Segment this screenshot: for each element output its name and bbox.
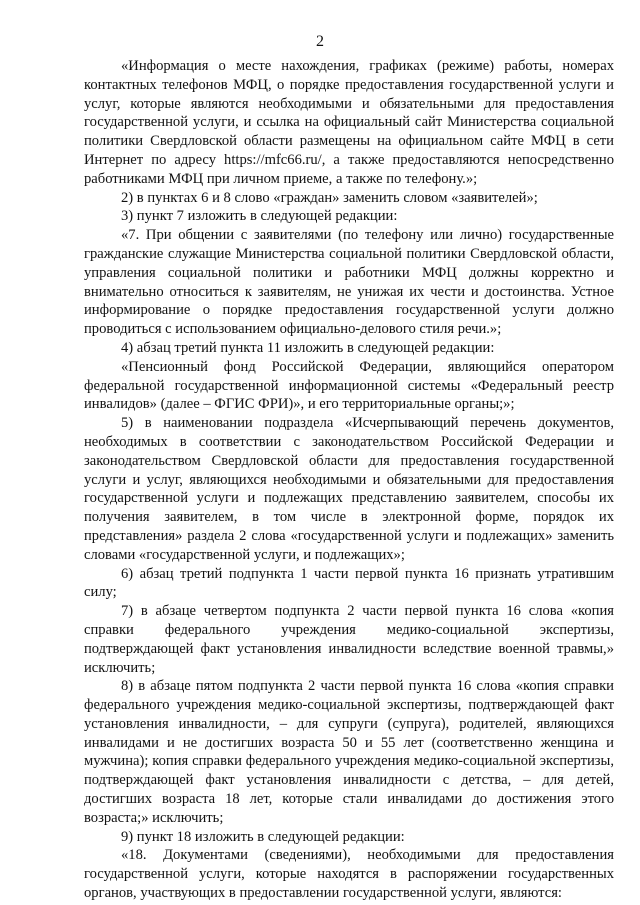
paragraph-pension-fund-text: «Пенсионный фонд Российской Федерации, являющийся оператором федеральной государственной информационной системы «Федеральный реестр инвалидов» (далее – ФГИС ФРИ)», и его территориальные органы;»;: [84, 358, 614, 413]
paragraph-amendment-6: 6) абзац третий подпункта 1 части первой пункта 16 признать утратившим силу;: [84, 565, 614, 601]
paragraph-mfc-information: «Информация о месте нахождения, графиках (режиме) работы, номерах контактных телефонов МФЦ, о порядке предоставления государственной услуги и услуг, которые являются необходимыми и обязательными для предоставления государственной услуги, и ссылка на официальный сайт Министерства социальной политики Свердловской области размещены на официальном сайте МФЦ в сети Интернет по адресу https://mfc66.ru/, а также предоставляются непосредственно работниками МФЦ при личном приеме, а также по телефону.»;: [84, 58, 614, 187]
paragraph-amendment-3: 3) пункт 7 изложить в следующей редакции:: [121, 208, 398, 225]
paragraph-item-7-text: «7. При общении с заявителями (по телефону или лично) государственные гражданские служащие Министерства социальной политики Свердловской области, управления социальной политики и работники МФЦ должны корректно и внимательно относиться к заявителям, не унижая их чести и достоинства. Устное информирование о порядке предоставления государственной услуги должно проводиться с использованием официально-делового стиля речи.»;: [84, 227, 614, 338]
document-body: [84, 57, 614, 903]
paragraph-amendment-9: 9) пункт 18 изложить в следующей редакции:: [121, 828, 405, 845]
paragraph-amendment-7: 7) в абзаце четвертом подпункта 2 части первой пункта 16 слова «копия справки федерального учреждения медико-социальной экспертизы, подтверждающей факт установления инвалидности вследствие военной травмы,» исключить;: [84, 603, 614, 676]
paragraph-amendment-8: 8) в абзаце пятом подпункта 2 части первой пункта 16 слова «копия справки федерального учреждения медико-социальной экспертизы, подтверждающей факт установления инвалидности, – для супруги (супруга), родителей, являющихся инвалидами и не достигших возраста 50 и 55 лет (соответственно женщина и мужчина); копия справки федерального учреждения медико-социальной экспертизы, подтверждающей факт установления инвалидности с детства, – для детей, достигших возраста 18 лет, которые стали инвалидами до достижения этого возраста;» исключить;: [84, 678, 614, 826]
paragraph-amendment-2: 2) в пунктах 6 и 8 слово «граждан» заменить словом «заявителей»;: [121, 189, 538, 206]
paragraph-amendment-5: 5) в наименовании подраздела «Исчерпывающий перечень документов, необходимых в соответствии с законодательством Российской Федерации и законодательством Свердловской области для предоставления государственной услуги и услуг, являющихся необходимыми и обязательными для предоставления государственной услуги и подлежащих представлению заявителем, способы их получения заявителем, в том числе в электронной форме, порядок их представления» раздела 2 слова «государственной услуги и подлежащих» заменить словами «государственной услуги, и подлежащих»;: [84, 415, 614, 563]
paragraph-item-18-text: «18. Документами (сведениями), необходимыми для предоставления государственной услуги, которые находятся в распоряжении государственных органов, участвующих в предоставлении государственной услуги, являются:: [84, 847, 614, 902]
paragraph-amendment-4: 4) абзац третий пункта 11 изложить в следующей редакции:: [121, 339, 495, 356]
page-number: 2: [316, 33, 324, 50]
